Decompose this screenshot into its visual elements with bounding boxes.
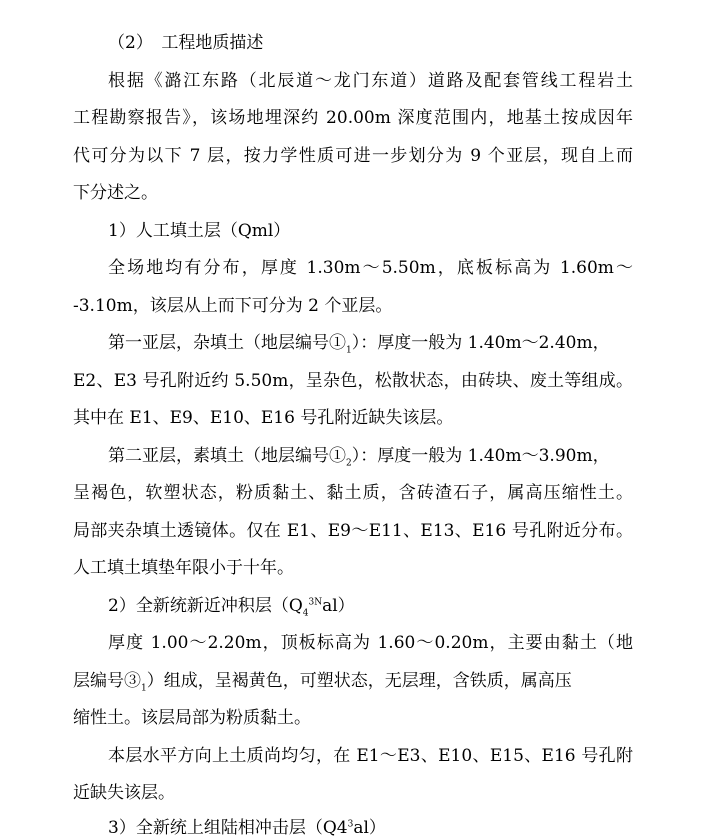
paragraph-line: 本层水平方向上土质尚均匀，在 E1～E3、E10、E15、E16 号孔附	[108, 746, 633, 766]
paragraph-line: E2、E3 号孔附近约 5.50m，呈杂色，松散状态，由砖块、废土等组成。	[73, 371, 633, 391]
paragraph-line: 工程勘察报告》，该场地埋深约 20.00m 深度范围内，地基土按成因年	[73, 108, 633, 128]
paragraph-line: 呈褐色，软塑状态，粉质黏土、黏土质，含砖渣石子，属高压缩性土。	[73, 483, 633, 503]
paragraph-line: 近缺失该层。	[73, 783, 175, 803]
subsection-heading	[108, 816, 386, 840]
layer-subscript: 1	[141, 683, 147, 694]
text-run: al）	[322, 596, 355, 616]
text-run: 第一亚层，杂填土（地层编号①	[108, 333, 346, 353]
paragraph-line: 缩性土。该层局部为粉质黏土。	[73, 708, 311, 728]
paragraph-line: 全场地均有分布，厚度 1.30m～5.50m，底板标高为 1.60m～	[108, 258, 633, 278]
layer-subscript: 1	[346, 345, 352, 356]
text-run: 3）全新统上组陆相冲击层（Q4	[108, 818, 348, 838]
paragraph-line: 局部夹杂填土透镜体。仅在 E1、E9～E11、E13、E16 号孔附近分布。	[73, 521, 633, 541]
period-superscript: 3N	[308, 597, 323, 608]
paragraph-line: -3.10m，该层从上而下可分为 2 个亚层。	[73, 296, 393, 316]
section-title: （2） 工程地质描述	[108, 33, 264, 53]
text-run: 2）全新统新近冲积层（Q	[108, 596, 303, 616]
text-run: 层编号③	[73, 671, 141, 691]
subsection-heading	[108, 594, 355, 618]
paragraph-line	[108, 444, 633, 468]
period-superscript: 3	[347, 819, 354, 830]
paragraph-line: 人工填土填垫年限小于十年。	[73, 558, 294, 578]
paragraph-line	[73, 669, 633, 693]
paragraph-line: 下分述之。	[73, 183, 158, 203]
paragraph-line: 代可分为以下 7 层，按力学性质可进一步划分为 9 个亚层，现自上而	[73, 146, 633, 166]
text-run: al）	[353, 818, 386, 838]
paragraph-line: 根据《潞江东路（北辰道～龙门东道）道路及配套管线工程岩土	[108, 71, 633, 91]
paragraph-line: 厚度 1.00～2.20m，顶板标高为 1.60～0.20m，主要由黏土（地	[108, 633, 633, 653]
text-run: 第二亚层，素填土（地层编号①	[108, 446, 346, 466]
text-run: ）组成，呈褐黄色，可塑状态，无层理，含铁质，属高压	[146, 671, 572, 691]
paragraph-line: 其中在 E1、E9、E10、E16 号孔附近缺失该层。	[73, 408, 454, 428]
period-subscript: 4	[302, 608, 309, 619]
paragraph-line	[108, 331, 633, 355]
text-run: ）：厚度一般为 1.40m～3.90m，	[351, 446, 610, 466]
layer-subscript: 2	[346, 458, 352, 469]
text-run: ）：厚度一般为 1.40m～2.40m，	[351, 333, 610, 353]
subsection-heading: 1）人工填土层（Qml）	[108, 221, 291, 241]
